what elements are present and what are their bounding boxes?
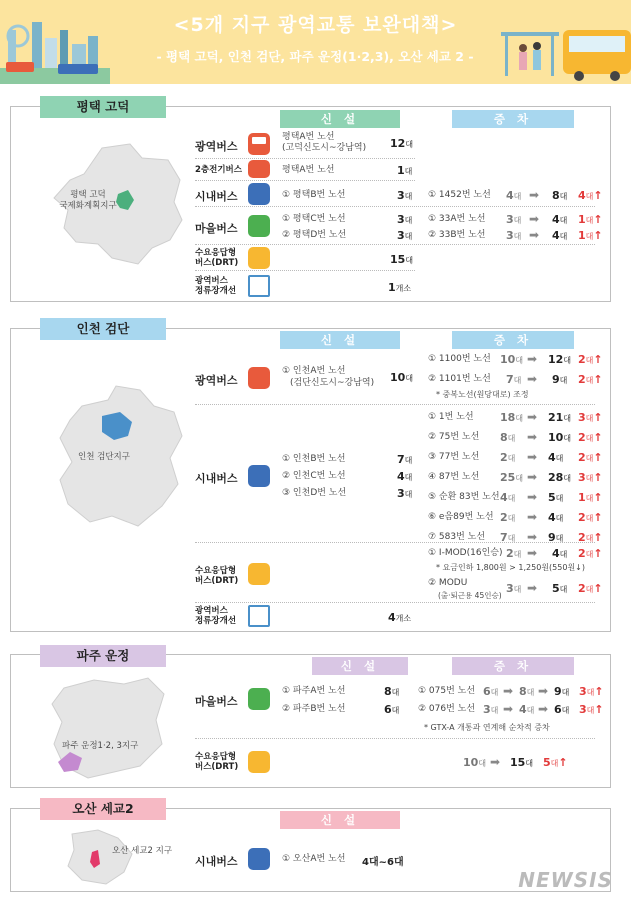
arrow-icon: ➡ xyxy=(529,228,540,242)
pt-count: 15대 xyxy=(390,253,414,266)
arrow-icon: ➡ xyxy=(527,410,538,424)
arrow-icon: ➡ xyxy=(527,450,538,464)
pj-add-route: ① 075번 노선 xyxy=(418,686,476,696)
arrow-icon: ➡ xyxy=(538,684,549,698)
os-route: ① 오산A번 노선 xyxy=(282,854,346,864)
pt-count: 3대 xyxy=(397,189,413,202)
red-bus-icon xyxy=(248,133,270,155)
ic-add-inc: 2대↑ xyxy=(578,373,603,386)
pt-doubledeck-label: 2층전기버스 xyxy=(195,165,242,175)
osan-map-label: 오산 세교2 지구 xyxy=(112,846,173,856)
pj-drt-inc: 5대↑ xyxy=(543,756,568,769)
blue-bus-icon xyxy=(248,848,270,870)
blue-bus-icon xyxy=(248,183,270,205)
ic-add-route: ② 1101번 노선 xyxy=(428,374,491,384)
ic-add-to: 4대 xyxy=(548,511,564,524)
pj-add-route: ② 076번 노선 xyxy=(418,704,476,714)
divider xyxy=(195,270,415,271)
pj-route: ① 파주A번 노선 xyxy=(282,686,346,696)
incheon-map-label: 인천 검단지구 xyxy=(78,452,130,462)
pt-add-to: 4대 xyxy=(552,213,568,226)
ic-add-from: 10대 xyxy=(500,353,524,366)
ic-add-route: ② MODU xyxy=(428,578,468,588)
ic-add-to: 21대 xyxy=(548,411,572,424)
yellow-bus-icon xyxy=(248,247,270,269)
pj-maeul-label: 마을버스 xyxy=(195,695,238,708)
ic-add-inc: 1대↑ xyxy=(578,491,603,504)
ic-add-route: ④ 87번 노선 xyxy=(428,472,480,482)
pt-add-to: 4대 xyxy=(552,229,568,242)
ic-add-inc: 2대↑ xyxy=(578,547,603,560)
arrow-icon: ➡ xyxy=(527,430,538,444)
ic-add-inc: 2대↑ xyxy=(578,353,603,366)
blue-bus-icon xyxy=(248,465,270,487)
pt-route: ② 평택D번 노선 xyxy=(282,230,347,240)
ic-add-route: ⑥ e음89번 노선 xyxy=(428,512,494,522)
pt-route: 평택A번 노선 xyxy=(282,165,335,175)
ic-add-from: 7대 xyxy=(500,531,516,544)
arrow-icon: ➡ xyxy=(527,546,538,560)
pj-add-note: * GTX-A 개통과 연계해 순차적 증차 xyxy=(424,723,550,732)
pyeongtaek-new-header: 신 설 xyxy=(280,110,400,128)
yellow-bus-icon xyxy=(248,751,270,773)
ic-add-route: ① 1번 노선 xyxy=(428,412,474,422)
pj-drt-label: 수요응답형 버스(DRT) xyxy=(195,752,239,772)
osan-new-header: 신 설 xyxy=(280,811,400,829)
pt-count: 12대 xyxy=(390,137,414,150)
ic-drt-label: 수요응답형 버스(DRT) xyxy=(195,566,239,586)
page-subtitle: - 평택 고덕, 인천 검단, 파주 운정(1·2,3), 오산 세교 2 - xyxy=(156,49,474,64)
arrow-icon: ➡ xyxy=(538,702,549,716)
pt-add-inc: 1대↑ xyxy=(578,213,603,226)
page-title: <5개 지구 광역교통 보완대책> xyxy=(173,14,458,36)
paju-map xyxy=(44,674,174,782)
pt-count: 3대 xyxy=(397,213,413,226)
arrow-icon: ➡ xyxy=(527,490,538,504)
ic-add-from: 2대 xyxy=(500,511,516,524)
pj-add-a: 6대 xyxy=(483,685,499,698)
ic-add-inc: 2대↑ xyxy=(578,451,603,464)
incheon-tag: 인천 검단 xyxy=(40,318,166,340)
ic-add-to: 28대 xyxy=(548,471,572,484)
ic-add-route: ② 75번 노선 xyxy=(428,432,480,442)
green-bus-icon xyxy=(248,688,270,710)
arrow-icon: ➡ xyxy=(503,684,514,698)
ic-add-from: 18대 xyxy=(500,411,524,424)
divider xyxy=(195,244,595,245)
paju-tag: 파주 운정 xyxy=(40,645,166,667)
arrow-icon: ➡ xyxy=(527,352,538,366)
pj-drt-to: 15대 xyxy=(510,756,534,769)
arrow-icon: ➡ xyxy=(527,372,538,386)
ic-sinae-label: 시내버스 xyxy=(195,472,238,485)
pt-add-from: 3대 xyxy=(506,229,522,242)
ic-add-to: 5대 xyxy=(548,491,564,504)
pt-add-route: ① 33A번 노선 xyxy=(428,214,486,224)
pj-drt-from: 10대 xyxy=(463,756,487,769)
divider xyxy=(195,180,415,181)
pt-maeul-label: 마을버스 xyxy=(195,222,238,235)
ic-add-route: ⑤ 순환 83번 노선 xyxy=(428,492,500,502)
arrow-icon: ➡ xyxy=(490,755,501,769)
ic-add-from: 3대 xyxy=(506,582,522,595)
ic-add-route: ① 1100번 노선 xyxy=(428,354,491,364)
ic-gwangyeok-label: 광역버스 xyxy=(195,374,238,387)
pt-gwangyeok-label: 광역버스 xyxy=(195,140,238,153)
ic-add-from: 8대 xyxy=(500,431,516,444)
ic-add-from: 7대 xyxy=(506,373,522,386)
newsis-watermark: NEWSIS xyxy=(518,868,613,892)
pt-add-from: 3대 xyxy=(506,213,522,226)
pj-add-inc: 3대↑ xyxy=(579,685,604,698)
ic-route: ② 인천C번 노선 xyxy=(282,471,346,481)
ic-count: 10대 xyxy=(390,371,414,384)
ic-add-to: 12대 xyxy=(548,353,572,366)
yellow-bus-icon xyxy=(248,563,270,585)
arrow-icon: ➡ xyxy=(527,510,538,524)
pj-route: ② 파주B번 노선 xyxy=(282,704,346,714)
pt-add-to: 8대 xyxy=(552,189,568,202)
pt-count: 1개소 xyxy=(388,281,412,294)
pt-add-from: 4대 xyxy=(506,189,522,202)
ic-add-to: 9대 xyxy=(552,373,568,386)
ic-add-to: 4대 xyxy=(552,547,568,560)
osan-tag: 오산 세교2 xyxy=(40,798,166,820)
pj-add-inc: 3대↑ xyxy=(579,703,604,716)
divider xyxy=(195,602,595,603)
pyeongtaek-tag: 평택 고덕 xyxy=(40,96,166,118)
ic-add-note: * 중복노선(원당대로) 조정 xyxy=(436,390,529,399)
ic-add-to: 9대 xyxy=(548,531,564,544)
paju-new-header: 신 설 xyxy=(312,657,408,675)
ic-add-to: 5대 xyxy=(552,582,568,595)
ic-route-detail: (검단신도시~강남역) xyxy=(290,378,375,388)
pyeongtaek-map-label: 평택 고덕 국제화계획지구 xyxy=(59,190,117,211)
arrow-icon: ➡ xyxy=(527,530,538,544)
pt-add-inc: 1대↑ xyxy=(578,229,603,242)
ic-add-inc: 2대↑ xyxy=(578,511,603,524)
os-sinae-label: 시내버스 xyxy=(195,855,238,868)
bus-stop-icon xyxy=(248,275,270,297)
ic-route: ① 인천A번 노선 xyxy=(282,366,346,376)
pj-add-a: 3대 xyxy=(483,703,499,716)
pt-drt-label: 수요응답형 버스(DRT) xyxy=(195,248,239,268)
ic-add-inc: 2대↑ xyxy=(578,582,603,595)
ic-add-inc: 2대↑ xyxy=(578,531,603,544)
ic-add-to: 10대 xyxy=(548,431,572,444)
divider xyxy=(195,738,595,739)
ic-route: ① 인천B번 노선 xyxy=(282,454,346,464)
pt-route: 평택A번 노선 xyxy=(282,132,335,142)
osan-map xyxy=(62,828,142,888)
pt-sinae-label: 시내버스 xyxy=(195,190,238,203)
pyeongtaek-add-header: 증 차 xyxy=(452,110,574,128)
ic-add-inc: 2대↑ xyxy=(578,431,603,444)
ic-add-to: 4대 xyxy=(548,451,564,464)
ic-add-inc: 3대↑ xyxy=(578,471,603,484)
incheon-new-header: 신 설 xyxy=(280,331,400,349)
divider xyxy=(195,206,595,207)
pj-add-c: 9대 xyxy=(554,685,570,698)
pj-count: 8대 xyxy=(384,685,400,698)
arrow-icon: ➡ xyxy=(503,702,514,716)
ic-add-from: 4대 xyxy=(500,491,516,504)
pt-count: 3대 xyxy=(397,229,413,242)
ic-stop-count: 4개소 xyxy=(388,611,412,624)
bus-stop-icon xyxy=(248,605,270,627)
ic-add-from: 2대 xyxy=(500,451,516,464)
paju-map-label: 파주 운정1·2, 3지구 xyxy=(62,741,139,751)
ic-count: 7대 xyxy=(397,453,413,466)
pt-count: 1대 xyxy=(397,164,413,177)
divider xyxy=(195,404,595,405)
bus-stop-illustration xyxy=(491,0,631,84)
arrow-icon: ➡ xyxy=(529,188,540,202)
ic-add-inc: 3대↑ xyxy=(578,411,603,424)
paju-add-header: 증 차 xyxy=(452,657,574,675)
ic-route: ③ 인천D번 노선 xyxy=(282,488,347,498)
ic-count: 3대 xyxy=(397,487,413,500)
pt-stop-label: 광역버스 정류장개선 xyxy=(195,276,237,296)
ic-add-from: 25대 xyxy=(500,471,524,484)
pj-add-b: 8대 xyxy=(519,685,535,698)
ic-stop-label: 광역버스 정류장개선 xyxy=(195,606,237,626)
arrow-icon: ➡ xyxy=(527,581,538,595)
divider xyxy=(195,158,415,159)
red-bus-icon xyxy=(248,367,270,389)
pt-route: ① 평택C번 노선 xyxy=(282,214,346,224)
pj-add-b: 4대 xyxy=(519,703,535,716)
pt-route-detail: (고덕신도시~강남역) xyxy=(282,143,367,153)
double-decker-bus-icon xyxy=(248,160,270,178)
arrow-icon: ➡ xyxy=(529,212,540,226)
arrow-icon: ➡ xyxy=(527,470,538,484)
os-range: 4대~6대 xyxy=(362,857,404,868)
incheon-add-header: 증 차 xyxy=(452,331,574,349)
ic-count: 4대 xyxy=(397,470,413,483)
pj-add-c: 6대 xyxy=(554,703,570,716)
ic-add-route: ③ 77번 노선 xyxy=(428,452,480,462)
ic-add-route: ① I-MOD(16인승) xyxy=(428,548,503,558)
pt-add-inc: 4대↑ xyxy=(578,189,603,202)
ic-add-from: 2대 xyxy=(506,547,522,560)
ic-add-route: ⑦ 583번 노선 xyxy=(428,532,486,542)
ic-add-note: (출·퇴근용 45인승) xyxy=(438,591,502,600)
pj-count: 6대 xyxy=(384,703,400,716)
header-banner xyxy=(0,0,631,84)
pt-route: ① 평택B번 노선 xyxy=(282,190,346,200)
ic-add-note: * 요금인하 1,800원 > 1,250원(550원↓) xyxy=(436,563,585,572)
green-bus-icon xyxy=(248,215,270,237)
pt-add-route: ① 1452번 노선 xyxy=(428,190,491,200)
pt-add-route: ② 33B번 노선 xyxy=(428,230,486,240)
